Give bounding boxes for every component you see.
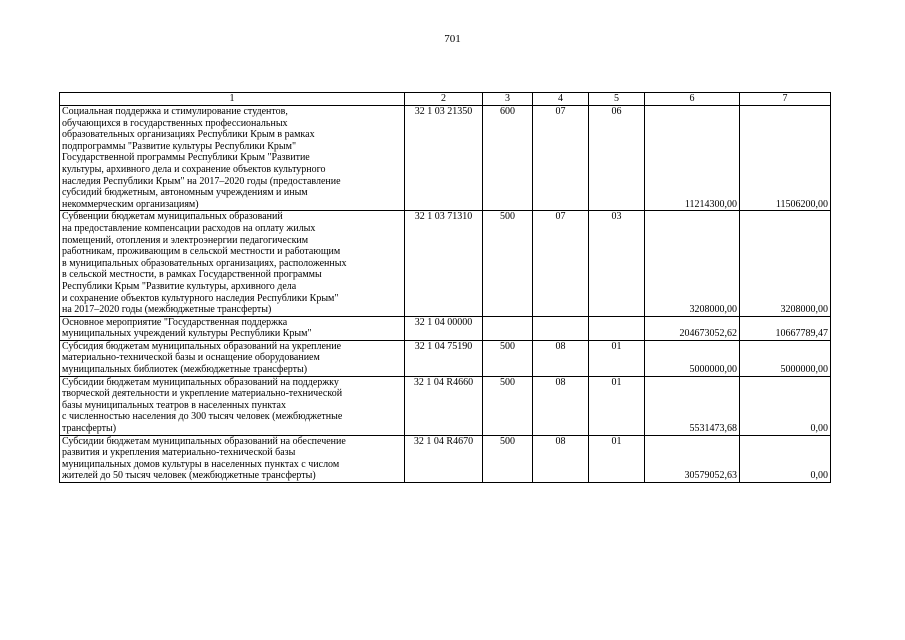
row-name-cell xyxy=(60,316,405,340)
subsection-cell: 01 xyxy=(589,340,645,376)
expense-type-cell xyxy=(483,316,533,340)
expense-type-cell: 600 xyxy=(483,106,533,211)
amount-cell: 11214300,00 xyxy=(645,106,740,211)
header-cell: 6 xyxy=(645,93,740,106)
row-name-line: Республики Крым "Развитие культуры, архивного дела xyxy=(62,280,297,292)
amount-cell: 10667789,47 xyxy=(740,316,831,340)
expense-type-cell: 500 xyxy=(483,376,533,435)
row-name-cell xyxy=(60,211,405,316)
row-name-line: материально-технической базы и оснащение оборудованием xyxy=(62,352,320,364)
row-name-line: муниципальных домов культуры в населенных пунктах с числом xyxy=(62,458,340,470)
table-row xyxy=(60,376,831,435)
row-name-line: наследия Республики Крым" на 2017–2020 годы (предоставление xyxy=(62,175,341,187)
table-row xyxy=(60,340,831,376)
subsection-cell: 01 xyxy=(589,435,645,482)
row-name-line: Субсидия бюджетам муниципальных образований на укрепление xyxy=(62,340,342,352)
row-name-cell xyxy=(60,435,405,482)
row-name-line: Государственной программы Республики Крым "Развитие xyxy=(62,152,310,164)
code-cell: 32 1 04 00000 xyxy=(405,316,483,340)
table-row xyxy=(60,211,831,316)
row-name-line: муниципальных учреждений культуры Республики Крым" xyxy=(62,328,312,340)
page-number: 701 xyxy=(444,33,461,45)
row-name-line: Субсидии бюджетам муниципальных образований на обеспечение xyxy=(62,435,346,447)
row-name-cell xyxy=(60,340,405,376)
budget-table xyxy=(59,92,831,483)
row-name-line: с численностью населения до 300 тысяч человек (межбюджетные xyxy=(62,411,343,423)
row-name-line: развития и укрепления материально-технической базы xyxy=(62,447,296,459)
row-name-cell xyxy=(60,376,405,435)
amount-cell: 3208000,00 xyxy=(740,211,831,316)
code-cell: 32 1 04 R4660 xyxy=(405,376,483,435)
section-cell: 08 xyxy=(533,340,589,376)
row-name-line: муниципальных библиотек (межбюджетные трансферты) xyxy=(62,364,308,376)
row-name-cell xyxy=(60,106,405,211)
section-cell: 07 xyxy=(533,106,589,211)
section-cell xyxy=(533,316,589,340)
amount-cell: 3208000,00 xyxy=(645,211,740,316)
header-cell: 3 xyxy=(483,93,533,106)
header-cell: 5 xyxy=(589,93,645,106)
amount-cell: 30579052,63 xyxy=(645,435,740,482)
row-name-line: Социальная поддержка и стимулирование студентов, xyxy=(62,106,288,117)
row-name-line: культуры, архивного дела и сохранение объектов культурного xyxy=(62,163,326,175)
header-cell: 2 xyxy=(405,93,483,106)
expense-type-cell: 500 xyxy=(483,340,533,376)
header-cell: 1 xyxy=(60,93,405,106)
table-row xyxy=(60,316,831,340)
row-name-line: на 2017–2020 годы (межбюджетные трансферты) xyxy=(62,304,272,316)
table-header-row xyxy=(60,93,831,106)
row-name-line: базы муниципальных театров в населенных пунктах xyxy=(62,399,286,411)
subsection-cell xyxy=(589,316,645,340)
row-name-line: Основное мероприятие "Государственная поддержка xyxy=(62,316,288,328)
section-cell: 08 xyxy=(533,435,589,482)
amount-cell: 204673052,62 xyxy=(645,316,740,340)
row-name-line: трансферты) xyxy=(62,423,117,435)
row-name-line: жителей до 50 тысяч человек (межбюджетные трансферты) xyxy=(62,470,316,482)
code-cell: 32 1 03 71310 xyxy=(405,211,483,316)
row-name-line: Субсидии бюджетам муниципальных образований на поддержку xyxy=(62,376,339,388)
amount-cell: 5000000,00 xyxy=(740,340,831,376)
amount-cell: 5531473,68 xyxy=(645,376,740,435)
row-name-line: обучающихся в государственных профессиональных xyxy=(62,117,288,129)
section-cell: 08 xyxy=(533,376,589,435)
row-name-line: помещений, отопления и электроэнергии педагогическим xyxy=(62,234,309,246)
row-name-line: на предоставление компенсации расходов на оплату жилых xyxy=(62,222,316,234)
code-cell: 32 1 03 21350 xyxy=(405,106,483,211)
row-name-line: Субвенции бюджетам муниципальных образований xyxy=(62,211,283,223)
row-name-line: и сохранение объектов культурного наследия Республики Крым" xyxy=(62,292,339,304)
amount-cell: 0,00 xyxy=(740,435,831,482)
amount-cell: 5000000,00 xyxy=(645,340,740,376)
expense-type-cell: 500 xyxy=(483,211,533,316)
expense-type-cell: 500 xyxy=(483,435,533,482)
code-cell: 32 1 04 75190 xyxy=(405,340,483,376)
row-name-line: некоммерческим организациям) xyxy=(62,198,199,210)
subsection-cell: 01 xyxy=(589,376,645,435)
header-cell: 4 xyxy=(533,93,589,106)
header-cell: 7 xyxy=(740,93,831,106)
code-cell: 32 1 04 R4670 xyxy=(405,435,483,482)
amount-cell: 0,00 xyxy=(740,376,831,435)
row-name-line: творческой деятельности и укрепление материально-технической xyxy=(62,388,343,400)
section-cell: 07 xyxy=(533,211,589,316)
row-name-line: образовательных организациях Республики Крым в рамках xyxy=(62,129,315,141)
subsection-cell: 03 xyxy=(589,211,645,316)
table-row xyxy=(60,106,831,211)
amount-cell: 11506200,00 xyxy=(740,106,831,211)
table-row xyxy=(60,435,831,482)
row-name-line: работникам, проживающим в сельской местности и работающим xyxy=(62,246,341,258)
row-name-line: в сельской местности, в рамках Государственной программы xyxy=(62,269,322,281)
row-name-line: подпрограммы "Развитие культуры Республики Крым" xyxy=(62,140,297,152)
row-name-line: в муниципальных образовательных организациях, расположенных xyxy=(62,257,347,269)
row-name-line: субсидий бюджетным, автономным учреждениям и иным xyxy=(62,187,308,199)
subsection-cell: 06 xyxy=(589,106,645,211)
